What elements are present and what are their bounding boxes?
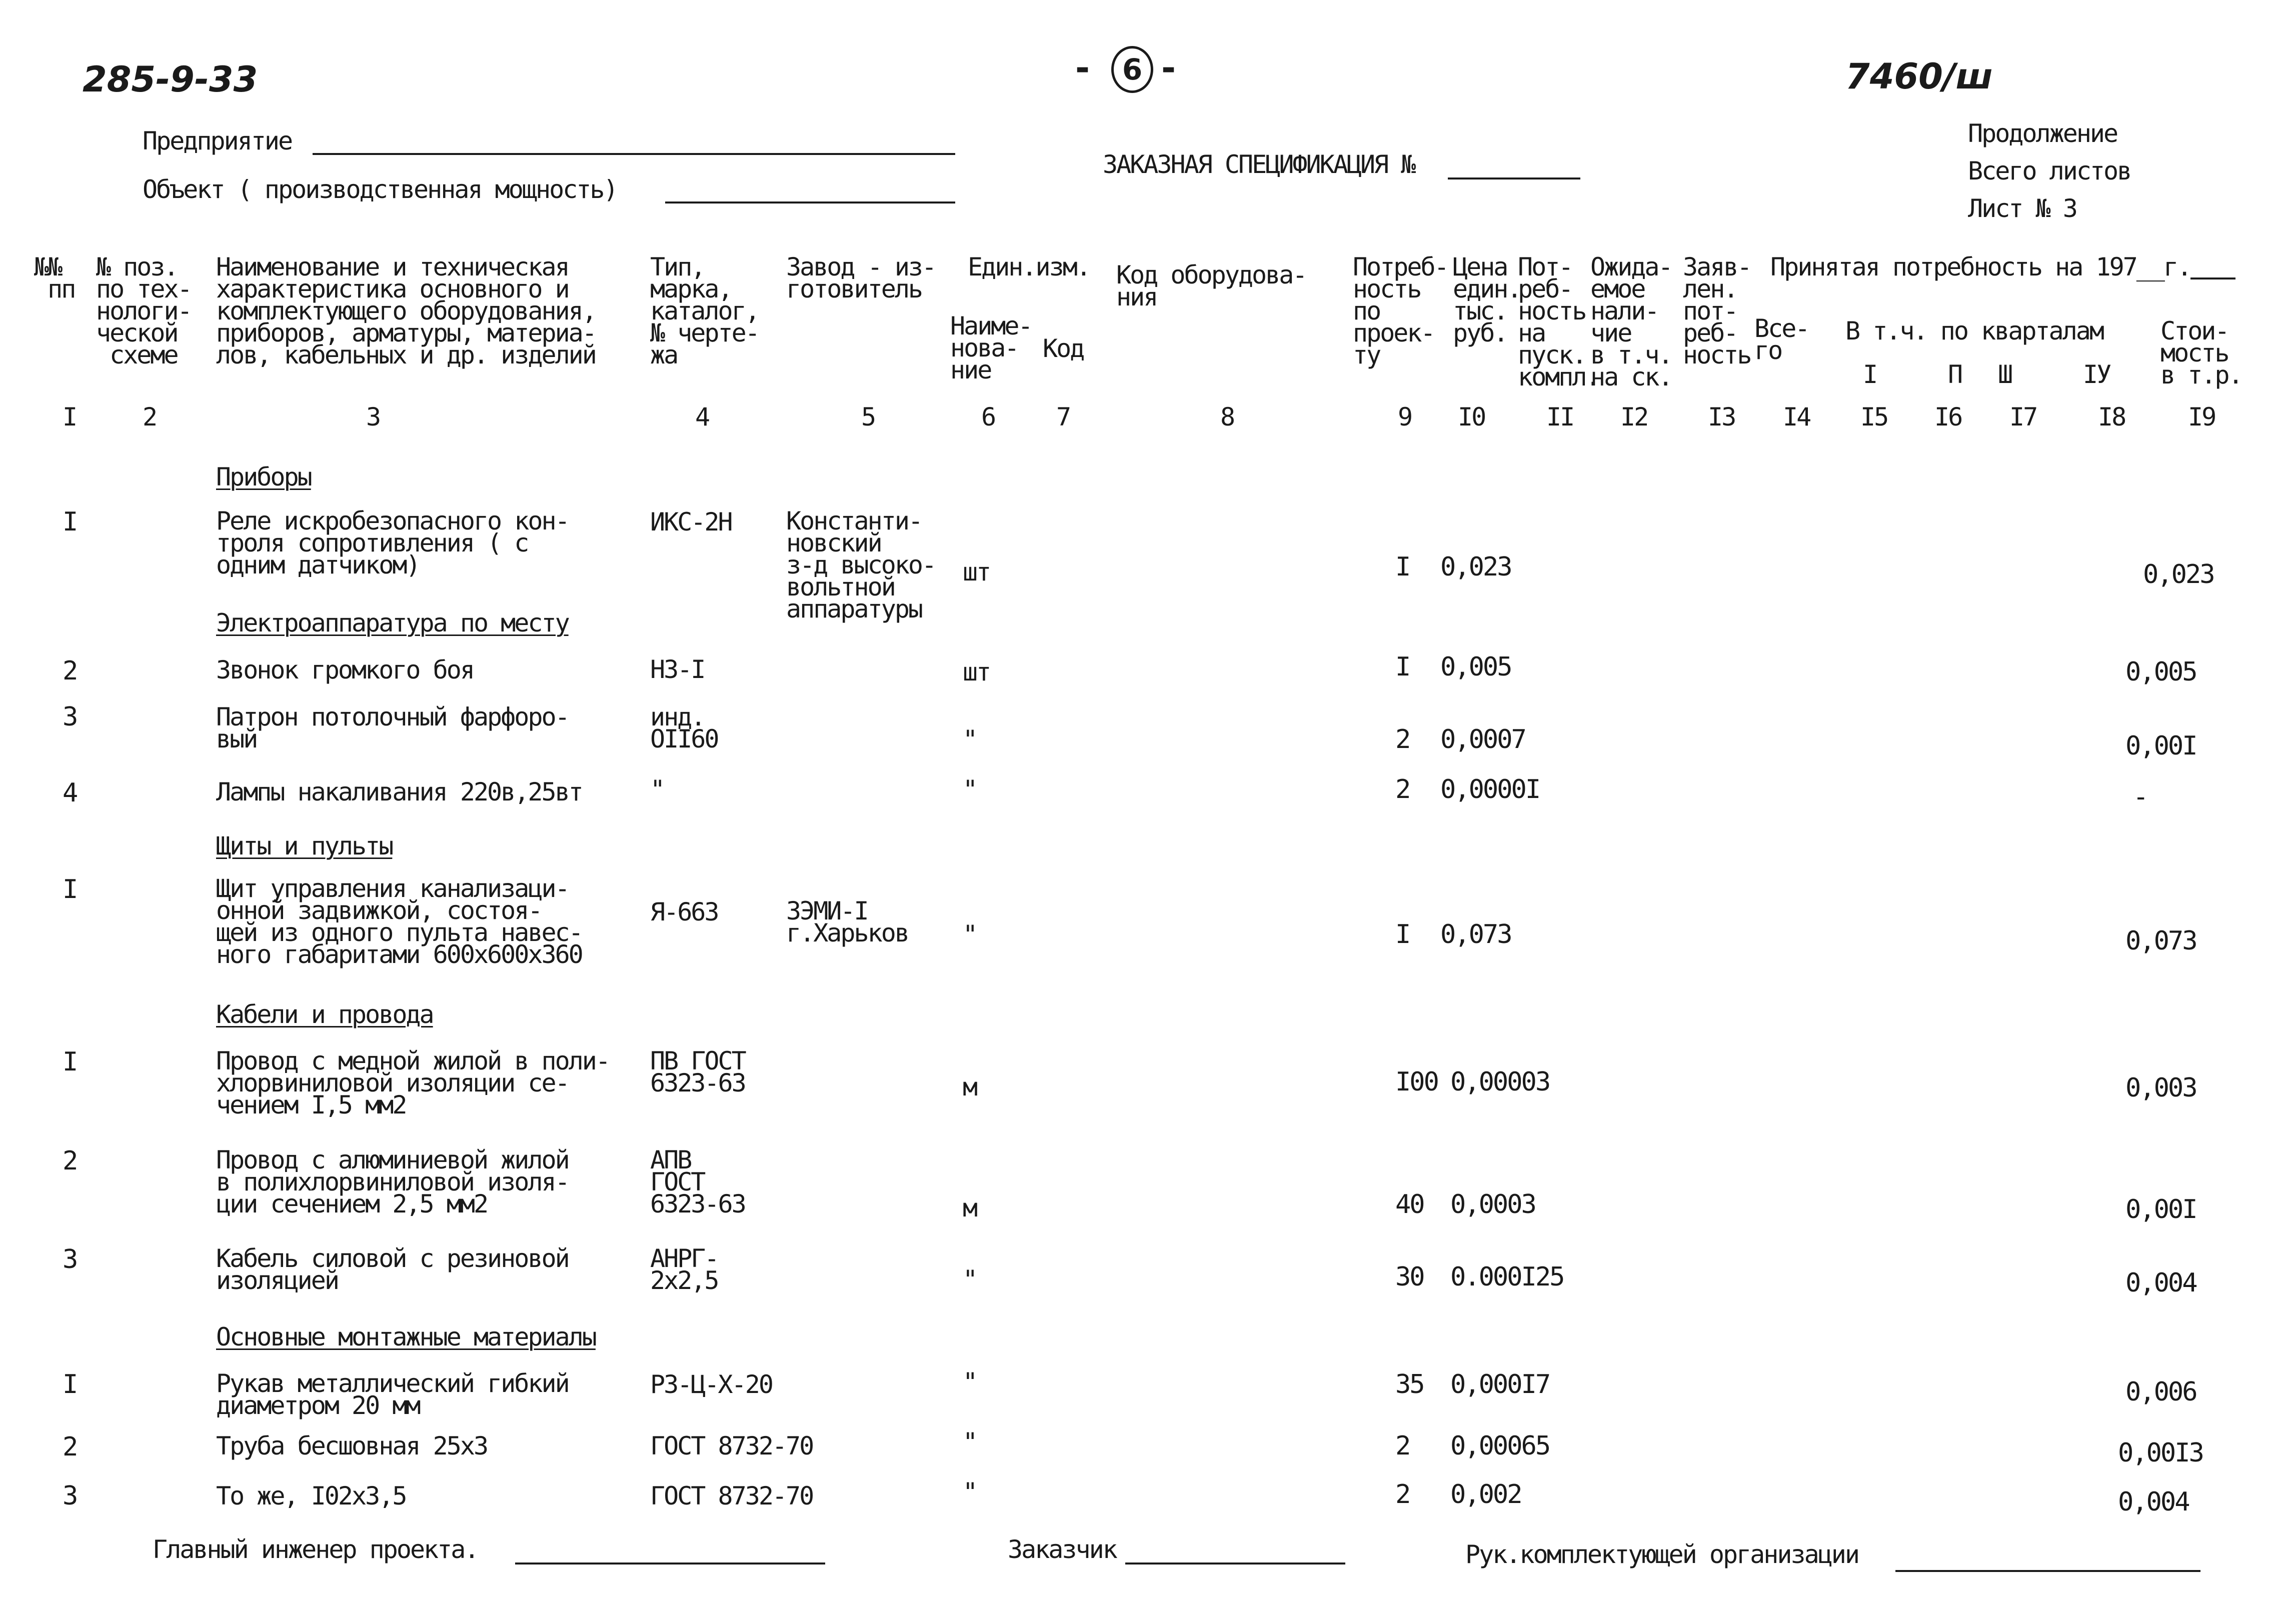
chief-engineer-label: Главный инженер проекта. (153, 1535, 478, 1564)
row-pp: I (63, 507, 77, 537)
row-pp: I (63, 1370, 77, 1400)
row-qty: 2 (1395, 1431, 1410, 1461)
row-unit: " (963, 1478, 977, 1506)
row-type: ГОСТ 8732-70 (650, 1432, 813, 1460)
row-type: НЗ-I (650, 655, 705, 684)
row-qty: 35 (1395, 1370, 1424, 1400)
row-price: 0,023 (1440, 552, 1511, 582)
col-header-cost: Стои- мость в т.р. (2160, 316, 2242, 390)
row-type: ПВ ГОСТ 6323-63 (650, 1046, 745, 1098)
row-cost: 0,00I3 (2118, 1438, 2203, 1468)
col-number: I8 (2098, 402, 2125, 432)
row-cost: 0,023 (2143, 560, 2214, 590)
org-head-line (1895, 1570, 2200, 1572)
continuation-label: Продолжение (1968, 119, 2117, 148)
chief-engineer-line (515, 1562, 825, 1564)
row-name: То же, I02х3,5 (216, 1482, 406, 1510)
row-pp: I (63, 874, 77, 904)
col-header-unit-group: Един.изм. (968, 252, 1090, 282)
row-qty: 2 (1395, 774, 1410, 804)
row-qty: I (1395, 652, 1410, 682)
org-head-label: Рук.комплектующей организации (1465, 1540, 1858, 1569)
row-pp: 2 (63, 1432, 77, 1462)
col-number: I9 (2188, 402, 2215, 432)
row-price: 0,000I7 (1450, 1370, 1550, 1400)
row-unit: " (963, 1368, 977, 1396)
enterprise-line (313, 153, 955, 155)
customer-label: Заказчик (1008, 1535, 1116, 1564)
row-type: инд. ОII60 (650, 702, 718, 754)
section-title: Электроаппаратура по месту (216, 608, 569, 638)
col-header-q2: П (1948, 360, 1962, 389)
enterprise-label: Предприятие (143, 126, 292, 156)
col-header-demand: Потреб- ность по проек- ту (1353, 252, 1448, 370)
section-title: Приборы (216, 462, 311, 492)
row-qty: 40 (1395, 1190, 1424, 1220)
row-price: 0,0003 (1450, 1190, 1535, 1220)
row-price: 0,002 (1450, 1480, 1521, 1510)
row-pp: 3 (63, 702, 77, 732)
col-number: 5 (861, 402, 875, 432)
row-pp: 3 (63, 1481, 77, 1511)
col-header-unit-name: Наиме- нова- ние (950, 312, 1032, 384)
row-cost: 0,073 (2125, 926, 2196, 956)
total-sheets-label: Всего листов (1968, 156, 2131, 186)
row-name: Провод с алюминиевой жилой в полихлорвиниловой изоля- ции сечением 2,5 мм2 (216, 1146, 569, 1218)
row-name: Звонок громкого боя (216, 656, 474, 684)
year-blank-line (2190, 278, 2235, 280)
section-title: Кабели и провода (216, 1000, 433, 1029)
row-name: Кабель силовой с резиновой изоляцией (216, 1244, 569, 1295)
row-cost: 0,004 (2125, 1268, 2196, 1298)
col-number: I (63, 402, 77, 432)
col-number: I0 (1458, 402, 1485, 432)
col-number: 9 (1398, 402, 1412, 432)
object-label: Объект ( производственная мощность) (143, 175, 617, 204)
row-type: ГОСТ 8732-70 (650, 1482, 813, 1510)
document-code: 285-9-33 (83, 59, 258, 100)
col-header-maker: Завод - из- готовитель (786, 252, 936, 304)
col-header-name: Наименование и техническая характеристика основного и комплектующего оборудования, приборов, арматуры, материа- лов, кабельных и др. изделий (216, 252, 596, 370)
row-cost: 0,00I (2125, 1194, 2196, 1224)
row-cost: - (2133, 782, 2147, 812)
col-header-position: № поз. по тех- нологи- ческой схеме (96, 252, 191, 370)
row-cost: 0,003 (2125, 1073, 2196, 1103)
row-pp: 3 (63, 1244, 77, 1274)
col-header-quarters: В т.ч. по кварталам (1845, 316, 2103, 346)
row-qty: I (1395, 920, 1410, 950)
row-unit: м (963, 1072, 977, 1102)
col-number: II (1546, 402, 1574, 432)
col-header-q4: IУ (2083, 360, 2110, 389)
col-header-declared: Заяв- лен. пот- реб- ность (1683, 252, 1751, 370)
row-maker: Константи- новский з-д высоко- вольтной аппаратуры (786, 506, 936, 624)
col-number: I6 (1934, 402, 1962, 432)
section-title: Основные монтажные материалы (216, 1322, 596, 1352)
col-number: 8 (1220, 402, 1234, 432)
row-cost: 0,004 (2118, 1487, 2189, 1517)
col-header-total: Все- го (1754, 314, 1809, 365)
row-qty: 2 (1395, 724, 1410, 754)
row-cost: 0,006 (2125, 1377, 2196, 1407)
col-header-type: Тип, марка, каталог, № черте- жа (650, 252, 759, 370)
row-price: 0,00003 (1450, 1067, 1550, 1097)
row-name: Провод с медной жилой в поли- хлорвиниловой изоляции се- чением I,5 мм2 (216, 1046, 609, 1120)
row-price: 0.000I25 (1450, 1262, 1564, 1292)
row-type: ИКС-2Н (650, 508, 732, 536)
row-type: АНРГ- 2х2,5 (650, 1244, 718, 1295)
col-header-equipment-code: Код оборудова- ния (1116, 260, 1306, 312)
row-name: Патрон потолочный фарфоро- вый (216, 702, 569, 754)
spec-number-line (1448, 178, 1580, 180)
row-unit: " (963, 1428, 977, 1456)
col-header-expected: Ожида- емое нали- чие в т.ч. на ск. (1590, 252, 1672, 392)
section-title: Щиты и пульты (216, 832, 393, 860)
col-number: 4 (695, 402, 709, 432)
col-header-launch-need: Пот- реб- ность на пуск. компл. (1518, 252, 1599, 392)
row-type: Я-663 (650, 898, 718, 926)
row-unit: шт (963, 558, 990, 586)
customer-line (1125, 1562, 1345, 1564)
col-header-unit-code: Код (1043, 334, 1084, 363)
col-number: I2 (1620, 402, 1648, 432)
page-number: 6 (1111, 46, 1153, 93)
row-unit: " (963, 725, 977, 754)
row-type: РЗ-Ц-Х-20 (650, 1370, 772, 1399)
col-header-pp: №№ пп (34, 252, 75, 304)
row-unit: шт (963, 658, 990, 686)
album-code: 7460/ш (1845, 56, 1993, 97)
row-name: Труба бесшовная 25х3 (216, 1432, 488, 1460)
col-header-price: Цена един. тыс. руб. (1453, 252, 1521, 348)
row-name: Рукав металлический гибкий диаметром 20 мм (216, 1369, 569, 1420)
col-number: I3 (1708, 402, 1735, 432)
col-number: I4 (1783, 402, 1810, 432)
row-qty: 2 (1395, 1480, 1410, 1510)
row-name: Реле искробезопасного кон- троля сопротивления ( с одним датчиком) (216, 506, 569, 580)
row-cost: 0,00I (2125, 731, 2196, 761)
page-dash-right: - (1161, 48, 1176, 88)
object-line (665, 202, 955, 204)
col-header-accepted-group: Принятая потребность на 197__г. (1770, 252, 2191, 282)
row-price: 0,005 (1440, 652, 1511, 682)
row-pp: 4 (63, 778, 77, 808)
row-maker: ЗЭМИ-I г.Харьков (786, 896, 908, 948)
col-number: 2 (143, 402, 157, 432)
row-unit: м (963, 1194, 977, 1222)
row-name: Лампы накаливания 220в,25вт (216, 778, 582, 806)
row-price: 0,0000I (1440, 774, 1540, 804)
sheet-number-label: Лист № 3 (1968, 194, 2076, 223)
row-price: 0,00065 (1450, 1431, 1550, 1461)
col-header-q3: Ш (1998, 360, 2012, 389)
row-cost: 0,005 (2125, 657, 2196, 687)
col-number: I5 (1860, 402, 1888, 432)
col-number: I7 (2009, 402, 2037, 432)
row-unit: " (963, 1265, 977, 1294)
row-qty: I (1395, 552, 1410, 582)
row-price: 0,0007 (1440, 724, 1525, 754)
row-type: " (650, 775, 664, 804)
spec-title: ЗАКАЗНАЯ СПЕЦИФИКАЦИЯ № (1103, 150, 1415, 179)
page-dash-left: - (1075, 48, 1090, 88)
col-header-q1: I (1863, 360, 1877, 389)
row-unit: " (963, 920, 977, 949)
row-pp: 2 (63, 656, 77, 686)
row-price: 0,073 (1440, 920, 1511, 950)
row-unit: " (963, 775, 977, 804)
row-pp: I (63, 1047, 77, 1077)
row-qty: I00 (1395, 1067, 1438, 1097)
row-type: АПВ ГОСТ 6323-63 (650, 1146, 745, 1218)
row-name: Щит управления канализаци- онной задвижкой, состоя- щей из одного пульта навес- ного габаритами 600х600х360 (216, 874, 582, 969)
row-qty: 30 (1395, 1262, 1424, 1292)
col-number: 7 (1056, 402, 1070, 432)
col-number: 6 (981, 402, 995, 432)
row-pp: 2 (63, 1146, 77, 1176)
col-number: 3 (366, 402, 380, 432)
